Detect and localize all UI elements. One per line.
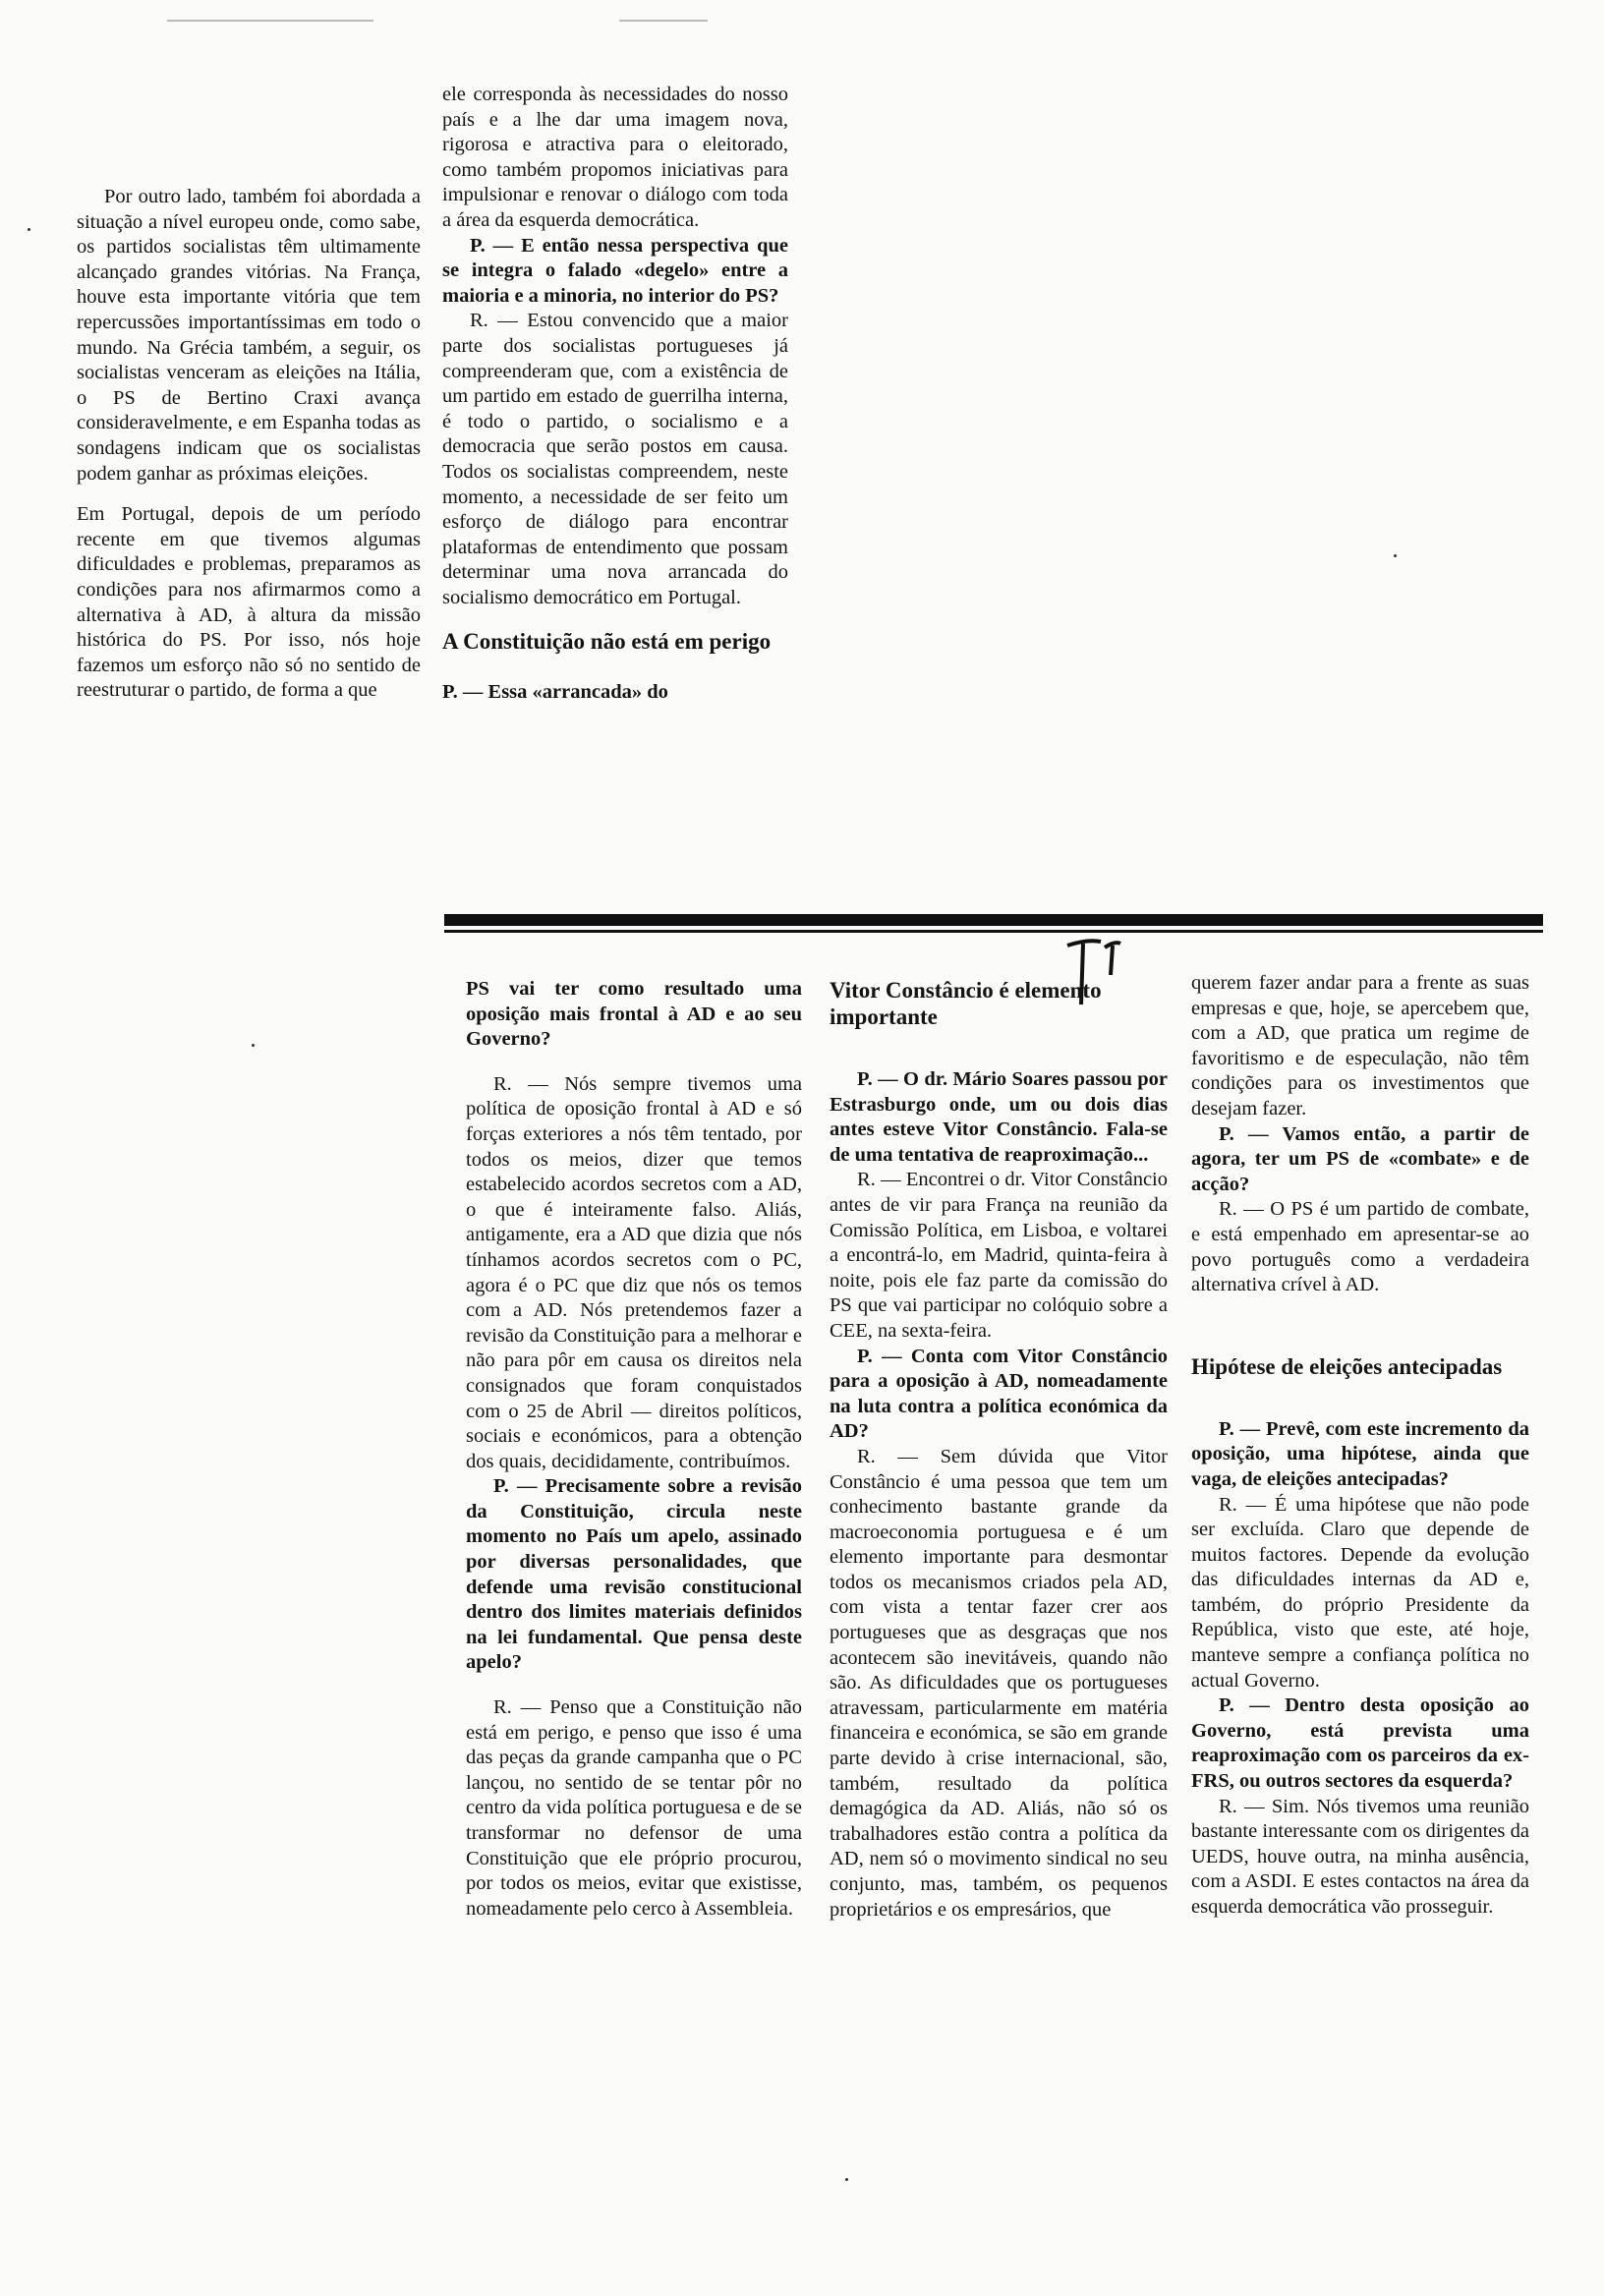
- answer: R. — Sem dúvida que Vitor Constâncio é uma pessoa que tem um conhecimento bastante grande da macroeconomia portuguesa e é um elemento importante para desmontar todos os mecanismos criados pela AD, com vista a tentar fazer crer aos portugueses que as desgraças que nos acontecem são inevitáveis, quando não são. As dificuldades que os portugueses atravessam, particularmente em matéria financeira e económica, se são em grande parte devido à crise internacional, são, também, resultado da política demagógica da AD. Aliás, não só os trabalhadores estão contra a política da AD, nem só o movimento sindical no seu conjunto, mas, também, os pequenos proprietários e os empresários, que: [830, 1445, 1168, 1921]
- question: P. — Vamos então, a partir de agora, ter um PS de «combate» e de acção?: [1191, 1122, 1529, 1195]
- section-heading: Vitor Constâncio é elemento importante: [830, 978, 1102, 1029]
- article-column-5: [1191, 971, 1529, 1921]
- answer: R. — Estou convencido que a maior parte dos socialistas portugueses já compreenderam que, com a existência de um partido em estado de guerrilha interna, é todo o partido, o socialismo e a democracia que serão postos em causa. Todos os socialistas compreendem, neste momento, a necessidade de ser feito um esforço de diálogo para encontrar plataformas de entendimento que possam determinar uma nova arrancada do socialismo democrático em Portugal.: [442, 310, 788, 608]
- question: P. — E então nessa perspectiva que se integra o falado «degelo» entre a maioria e a minoria, no interior do PS?: [442, 234, 788, 307]
- scan-speck: [1394, 554, 1397, 557]
- scan-speck: [28, 228, 30, 231]
- paragraph: Por outro lado, também foi abordada a situação a nível europeu onde, como sabe, os partidos socialistas têm ultimamente alcançado grandes vitórias. Na França, houve esta importante vitória que tem repercussões importantíssimas em todo o mundo. Na Grécia também, a seguir, os socialistas venceram as eleições na Itália, o PS de Bertino Craxi avança consideravelmente, e em Espanha todas as sondagens indicam que os socialistas podem ganhar as próximas eleições.: [77, 186, 421, 485]
- answer: R. — Encontrei o dr. Vitor Constâncio antes de vir para França na reunião da Comissão Política, em Lisboa, e voltarei a encontrá-lo, em Madrid, quinta-feira à noite, pois ele faz parte da comissão do PS que vai participar no colóquio sobre a CEE, na sexta-feira.: [830, 1169, 1168, 1342]
- question: P. — Conta com Vitor Constâncio para a oposição à AD, nomeadamente na luta contra a política económica da AD?: [830, 1345, 1168, 1443]
- section-heading: A Constituição não está em perigo: [442, 629, 772, 655]
- article-column-3: [466, 977, 802, 1922]
- article-column-2: [442, 83, 788, 706]
- paragraph: ele corresponda às necessidades do nosso país e a lhe dar uma imagem nova, rigorosa e atractiva para o eleitorado, como também propomos iniciativas para impulsionar e renovar o diálogo com toda a área da esquerda democrática.: [442, 84, 788, 231]
- scan-speck: [252, 1044, 255, 1047]
- answer: R. — Penso que a Constituição não está em perigo, e penso que isso é uma das peças da grande campanha que o PC lançou, no sentido de se tentar pôr no centro da vida política portuguesa e de se transformar no defensor de uma Constituição que ele próprio procurou, por todos os meios, evitar que existisse, nomeadamente pelo cerco à Assembleia.: [466, 1696, 802, 1920]
- answer: R. — Nós sempre tivemos uma política de oposição frontal à AD e só forças exteriores a nós têm tentado, por todos os meios, dizer que temos estabelecido acordos secretos com a AD, o que é inteiramente falso. Aliás, antigamente, era a AD que dizia que nós tínhamos acordos secretos com o PC, agora é o PC que diz que nós os temos com a AD. Nós pretendemos fazer a revisão da Constituição para a melhorar e não para pôr em causa os direitos nela consignados que foram conquistados com o 25 de Abril — direitos políticos, sociais e económicos, para a obtenção dos quais, decididamente, contribuímos.: [466, 1072, 802, 1472]
- question: PS vai ter como resultado uma oposição mais frontal à AD e ao seu Governo?: [466, 978, 802, 1051]
- scan-speck: [845, 2178, 848, 2181]
- paragraph: querem fazer andar para a frente as suas empresas e que, hoje, se apercebem que, com a AD, que pratica um regime de favoritismo e de especulação, não têm condições para os investimentos que desejam fazer.: [1191, 972, 1529, 1119]
- answer: R. — Sim. Nós tivemos uma reunião bastante interessante com os dirigentes da UEDS, houve outra, na minha ausência, com a ASDI. E estes contactos na área da esquerda democrática vão prosseguir.: [1191, 1795, 1529, 1918]
- section-divider-thin: [444, 930, 1543, 933]
- answer: R. — O PS é um partido de combate, e está empenhado em apresentar-se ao povo português como a verdadeira alternativa crível à AD.: [1191, 1198, 1529, 1296]
- article-column-4: [830, 977, 1168, 1923]
- paragraph: Em Portugal, depois de um período recente em que tivemos algumas dificuldades e problemas, preparamos as condições para nos afirmarmos como a alternativa à AD, à altura da missão histórica do PS. Por isso, nós hoje fazemos um esforço não só no sentido de reestruturar o partido, de forma a que: [77, 503, 421, 702]
- question: P. — Precisamente sobre a revisão da Constituição, circula neste momento no País um apelo, assinado por diversas personalidades, que defende uma revisão constitucional dentro dos limites materiais definidos na lei fundamental. Que pensa deste apelo?: [466, 1475, 802, 1674]
- scan-edge-mark: [619, 20, 708, 22]
- section-heading: Hipótese de eleições antecipadas: [1191, 1353, 1503, 1379]
- question: P. — Dentro desta oposição ao Governo, está prevista uma reaproximação com os parceiros da ex-FRS, ou outros sectores da esquerda?: [1191, 1694, 1529, 1793]
- answer: R. — É uma hipótese que não pode ser excluída. Claro que depende de muitos factores. Depende da evolução das dificuldades internas da AD e, também, do próprio Presidente da República, visto que este, até hoje, manteve sempre a confiança política no actual Governo.: [1191, 1493, 1529, 1692]
- scan-edge-mark: [167, 20, 373, 22]
- question: P. — Prevê, com este incremento da oposição, uma hipótese, ainda que vaga, de eleições antecipadas?: [1191, 1417, 1529, 1490]
- section-divider: [444, 914, 1543, 926]
- question: P. — O dr. Mário Soares passou por Estrasburgo onde, um ou dois dias antes esteve Vitor Constâncio. Fala-se de uma tentativa de reaproximação...: [830, 1068, 1168, 1166]
- question: P. — Essa «arrancada» do: [442, 681, 668, 704]
- article-column-1: [77, 185, 421, 704]
